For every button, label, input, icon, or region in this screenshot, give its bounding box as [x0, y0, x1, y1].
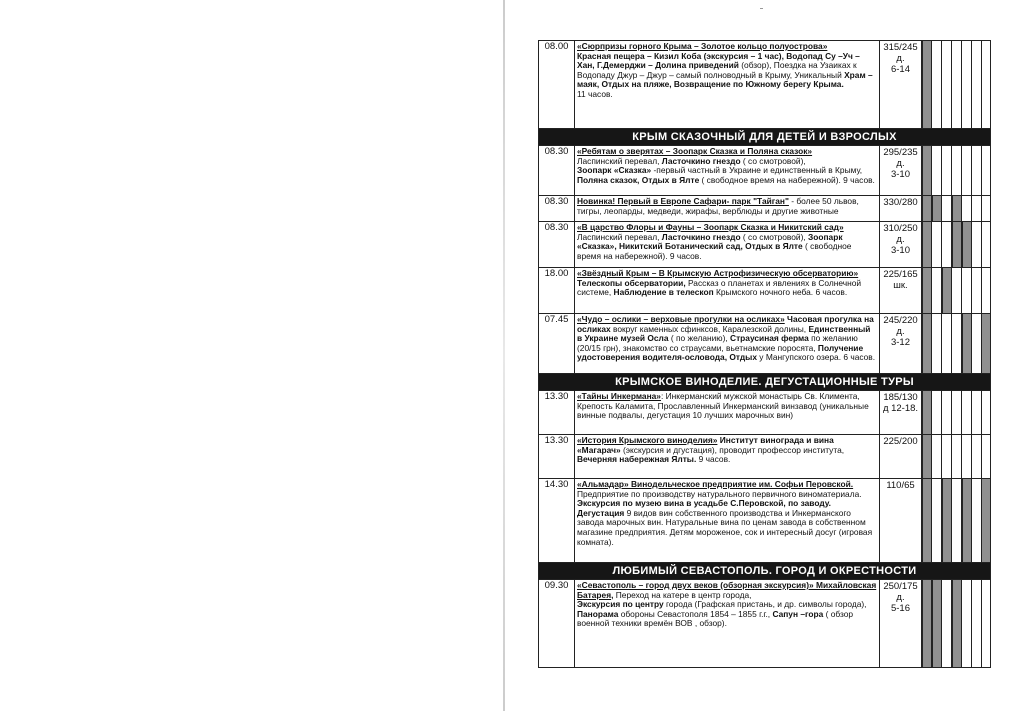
section-title: ЛЮБИМЫЙ СЕВАСТОПОЛЬ. ГОРОД И ОКРЕСТНОСТИ: [539, 563, 991, 580]
tour-description: [575, 479, 880, 563]
price-unit: д 12-18.: [882, 403, 919, 414]
tour-desc-segment: «Звёздный Крым – В Крымскую Астрофизическую обсерваторию»: [577, 268, 859, 278]
tour-desc-segment: Получение удостоверения водителя-ословода, Отдых: [577, 342, 864, 363]
tour-desc-segment: Крымского ночного неба. 6 часов.: [713, 287, 848, 298]
tour-desc-segment: -первый частный в Украине и единственный в Крыму,: [651, 165, 863, 176]
scan-speck: [760, 8, 763, 9]
section-title: КРЫМСКОЕ ВИНОДЕЛИЕ. ДЕГУСТАЦИОННЫЕ ТУРЫ: [539, 374, 991, 391]
tour-desc-segment: Зоопарк «Сказка»: [577, 165, 652, 176]
tour-desc-segment: - более 50 львов, тигры, леопарды, медведи, жирафы, верблюды и другие животные: [577, 196, 859, 216]
day-cell: [942, 479, 952, 563]
day-cell: [982, 196, 991, 222]
tour-desc-segment: Рассказ о планетах и явлениях в Солнечной системе,: [577, 277, 862, 298]
price-value: 315/245: [883, 42, 918, 53]
tour-description: [575, 314, 880, 374]
tour-desc-segment: Ласпинский перевал,: [577, 155, 662, 166]
day-cell: [972, 146, 982, 196]
tour-description: [575, 41, 880, 129]
tour-desc-segment: Новинка! Первый в Европе Сафари- парк "Тайган": [577, 196, 789, 206]
price-value: 225/165: [883, 269, 918, 280]
tour-desc-segment: Сапун –гора: [772, 608, 824, 619]
tour-time: 08.00: [539, 41, 575, 129]
price-value: 295/235: [883, 147, 918, 158]
day-cell: [962, 268, 972, 314]
tour-price: [880, 391, 922, 435]
price-value: 110/65: [886, 480, 915, 491]
tour-desc-segment: у Мангупского озера. 6 часов.: [756, 352, 876, 363]
tour-time: 08.30: [539, 146, 575, 196]
tour-time: 08.30: [539, 222, 575, 268]
day-cell: [962, 391, 972, 435]
tour-desc-segment: Наблюдение в телескоп: [613, 287, 714, 298]
tour-desc-segment: ( по желанию),: [668, 333, 731, 344]
tour-desc-segment: Храм – маяк,: [577, 69, 873, 90]
tour-desc-segment: «Севастополь – город двух веков (обзорная экскурсия)» Михайловская Батарея,: [577, 580, 877, 600]
age-range: 3-10: [890, 169, 910, 180]
day-cell: [962, 146, 972, 196]
price-value: 310/250: [883, 223, 918, 234]
day-cell: [952, 146, 962, 196]
day-cell: [962, 41, 972, 129]
section-header-row: [539, 374, 991, 391]
day-cell: [932, 479, 942, 563]
price-unit: д.: [896, 53, 905, 64]
tour-time: 07.45: [539, 314, 575, 374]
price-value: 250/175: [883, 581, 918, 592]
day-cell: [952, 391, 962, 435]
tour-desc-segment: Страусиная ферма: [730, 333, 809, 344]
day-cell: [952, 196, 962, 222]
tour-desc-segment: «Сюрпризы горного Крыма – Золотое кольцо полуострова»: [577, 41, 828, 51]
day-cell: [982, 391, 991, 435]
tour-row: [539, 222, 991, 268]
tour-price: [880, 196, 922, 222]
day-cell: [982, 435, 991, 479]
tour-desc-segment: «В царство Флоры и Фауны – Зоопарк Сказка и Никитский сад»: [577, 222, 844, 232]
tour-desc-segment: Зоопарк «Сказка», Никитский Ботанический сад, Отдых в Ялте: [577, 231, 843, 252]
tour-desc-segment: «История Крымского виноделия»: [577, 435, 718, 445]
price-unit: д.: [896, 592, 905, 603]
day-cell: [962, 479, 972, 563]
price-value: 245/220: [883, 315, 918, 326]
tour-time: 08.30: [539, 196, 575, 222]
price-unit: д.: [896, 234, 905, 245]
tour-desc-segment: Долина приведений: [655, 60, 739, 71]
day-cell: [942, 196, 952, 222]
day-cell: [982, 222, 991, 268]
day-cell: [932, 391, 942, 435]
day-cell: [932, 146, 942, 196]
day-cell: [942, 314, 952, 374]
section-header-row: [539, 563, 991, 580]
day-cell: [922, 268, 932, 314]
day-cell: [952, 268, 962, 314]
age-range: 5-16: [890, 603, 910, 614]
tour-time: 13.30: [539, 391, 575, 435]
tour-desc-segment: 9 часов.: [696, 454, 731, 465]
day-cell: [952, 479, 962, 563]
day-cell: [932, 435, 942, 479]
day-cell: [962, 580, 972, 668]
tour-price: [880, 41, 922, 129]
day-cell: [932, 41, 942, 129]
day-cell: [972, 268, 982, 314]
section-title: КРЫМ СКАЗОЧНЫЙ ДЛЯ ДЕТЕЙ И ВЗРОСЛЫХ: [539, 129, 991, 146]
day-cell: [982, 146, 991, 196]
tour-desc-segment: 9 видов вин собственного производства и Инкерманского завода марочных вин. Натуральные вина по ценам завода в собственном магазине предприятия. Детям мороженое, сок и интересный досуг (игровая комната).: [577, 507, 873, 547]
section-header-row: [539, 129, 991, 146]
tour-description: [575, 268, 880, 314]
tour-time: 18.00: [539, 268, 575, 314]
tour-desc-segment: Институт винограда и вина «Магарач»: [577, 435, 834, 455]
day-cell: [972, 314, 982, 374]
tour-price: [880, 268, 922, 314]
tour-row: [539, 580, 991, 668]
price-unit: шк.: [893, 280, 908, 291]
tour-time: 09.30: [539, 580, 575, 668]
tour-desc-segment: «Альмадар» Винодельческое предприятие им. Софьи Перовской.: [577, 479, 854, 489]
price-unit: д.: [896, 158, 905, 169]
tour-desc-segment: Ласпинский перевал,: [577, 231, 662, 242]
tour-desc-segment: ( со смотровой),: [740, 155, 806, 166]
tour-description: [575, 196, 880, 222]
day-cell: [982, 268, 991, 314]
day-cell: [952, 314, 962, 374]
day-cell: [932, 196, 942, 222]
day-cell: [922, 435, 932, 479]
tour-row: [539, 41, 991, 129]
day-cell: [942, 268, 952, 314]
tour-desc-segment: Поляна сказок, Отдых в Ялте: [577, 174, 700, 185]
tour-schedule-table: [538, 40, 991, 668]
tour-row: [539, 435, 991, 479]
tour-desc-segment: Отдых на пляже, Возвращение по Южному берегу Крыма.: [599, 79, 844, 90]
day-cell: [922, 146, 932, 196]
tour-desc-segment: Предприятие по производству натурального первичного виноматериала.: [577, 488, 862, 499]
day-cell: [952, 435, 962, 479]
tour-desc-segment: Телескопы обсерватории,: [577, 277, 686, 288]
day-cell: [942, 580, 952, 668]
tour-desc-segment: «Чудо – ослики – верховые прогулки на осликах»: [577, 314, 785, 324]
age-range: 6-14: [890, 64, 910, 75]
day-cell: [922, 580, 932, 668]
tour-desc-segment: Экскурсия по центру: [577, 599, 664, 610]
tour-desc-segment: Ласточкино гнездо: [661, 155, 741, 166]
tour-desc-segment: «Ребятам о зверятах – Зоопарк Сказка и Поляна сказок»: [577, 146, 813, 156]
day-cell: [942, 146, 952, 196]
day-cell: [932, 222, 942, 268]
tour-desc-segment: : Инкерманский мужской монастырь Св. Климента, Крепость Каламита, Прославленный Инкерманский винзавод (уникальные винные подвалы, дегустация 10 лучших марочных вин): [577, 391, 869, 421]
day-cell: [922, 479, 932, 563]
day-cell: [962, 435, 972, 479]
price-unit: д.: [896, 326, 905, 337]
day-cell: [962, 196, 972, 222]
tour-desc-segment: Экскурсия по музею вина в усадьбе С.Перовской, по заводу. Дегустация: [577, 498, 831, 518]
tour-price: [880, 314, 922, 374]
tour-desc-segment: (экскурсия и дгустация), проводит профессор института,: [620, 444, 845, 455]
day-cell: [982, 314, 991, 374]
day-cell: [972, 580, 982, 668]
tour-desc-segment: ( свободное время на набережной). 9 часов.: [577, 241, 852, 261]
tour-price: [880, 222, 922, 268]
day-cell: [972, 222, 982, 268]
day-cell: [952, 580, 962, 668]
tour-desc-segment: Вечерняя набережная Ялты.: [577, 454, 697, 465]
tour-row: [539, 479, 991, 563]
page-gutter: [503, 0, 505, 711]
tour-price: [880, 435, 922, 479]
day-cell: [982, 580, 991, 668]
tour-desc-segment: «Тайны Инкермана»: [577, 391, 661, 401]
tour-row: [539, 146, 991, 196]
tour-desc-segment: Единственный в Украине музей Осла: [577, 323, 871, 344]
day-cell: [942, 41, 952, 129]
price-value: 185/130: [883, 392, 918, 403]
tour-description: [575, 435, 880, 479]
day-cell: [982, 41, 991, 129]
price-value: 225/200: [883, 436, 918, 447]
age-range: 3-10: [890, 245, 910, 256]
day-cell: [922, 314, 932, 374]
day-cell: [932, 580, 942, 668]
tour-desc-segment: 11 часов.: [577, 88, 613, 99]
day-cell: [922, 196, 932, 222]
tour-row: [539, 268, 991, 314]
day-cell: [972, 196, 982, 222]
tour-description: [575, 391, 880, 435]
tour-price: [880, 479, 922, 563]
day-cell: [922, 391, 932, 435]
tour-desc-segment: обороны Севастополя 1854 – 1855 г.г.,: [618, 608, 773, 619]
price-value: 330/280: [883, 197, 918, 208]
day-cell: [952, 222, 962, 268]
tour-desc-segment: ( обзор военной техники времён ВОВ , обзор).: [577, 608, 854, 629]
age-range: 3-12: [890, 337, 910, 348]
day-cell: [932, 268, 942, 314]
day-cell: [942, 391, 952, 435]
day-cell: [942, 435, 952, 479]
tour-row: [539, 391, 991, 435]
day-cell: [982, 479, 991, 563]
tour-desc-segment: Часовая прогулка на осликах: [577, 314, 874, 334]
tour-description: [575, 146, 880, 196]
day-cell: [962, 222, 972, 268]
tour-description: [575, 222, 880, 268]
tour-desc-segment: Панорама: [577, 608, 619, 619]
day-cell: [942, 222, 952, 268]
tour-desc-segment: ( со смотровой),: [740, 231, 809, 242]
tour-row: [539, 196, 991, 222]
tour-desc-segment: Красная пещера – Кизил Коба (экскурсия – 1 час), Водопад Су –Уч – Хан, Г.Демерджи –: [577, 50, 860, 71]
tour-desc-segment: ( свободное время на набережной). 9 часов.: [699, 174, 875, 185]
tour-price: [880, 146, 922, 196]
day-cell: [932, 314, 942, 374]
tour-row: [539, 314, 991, 374]
tour-desc-segment: Ласточкино гнездо: [661, 231, 741, 242]
day-cell: [922, 41, 932, 129]
tour-desc-segment: Переход на катере в центр города,: [613, 589, 752, 600]
day-cell: [952, 41, 962, 129]
tour-desc-segment: вокруг каменных сфинксов, Каралезской долины,: [610, 323, 809, 334]
tour-time: 13.30: [539, 435, 575, 479]
tour-desc-segment: (обзор), Поездка на Узаиках к Водопаду Джур – Джур – самый полноводный в Крыму, Уникальный: [577, 60, 857, 80]
tour-price: [880, 580, 922, 668]
day-cell: [972, 391, 982, 435]
day-cell: [962, 314, 972, 374]
day-cell: [972, 41, 982, 129]
day-cell: [922, 222, 932, 268]
tour-time: 14.30: [539, 479, 575, 563]
tour-desc-segment: города (Графская пристань, и др. символы города),: [663, 599, 867, 610]
tour-desc-segment: по желанию (20/15 грн), знакомство со страусами, вьетнамские поросята,: [577, 333, 858, 353]
day-cell: [972, 435, 982, 479]
day-cell: [972, 479, 982, 563]
tour-description: [575, 580, 880, 668]
